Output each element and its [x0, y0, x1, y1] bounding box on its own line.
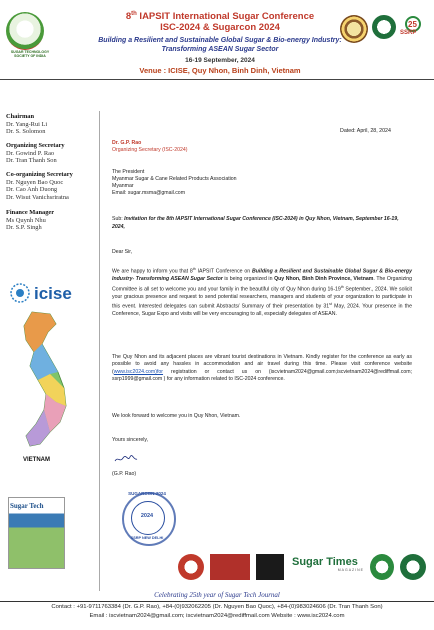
svg-text:25: 25: [408, 20, 417, 29]
signature: [114, 454, 138, 464]
chairman-name: Dr. S. Solomon: [6, 128, 46, 136]
footer-divider: [0, 601, 434, 602]
sponsor-logo-1: [178, 554, 204, 580]
stamp-year: 2024: [140, 513, 154, 519]
conference-theme: Building a Resilient and Sustainable Global Sugar & Bio-energy Industry: Transforming ASEAN Sugar Sector: [98, 37, 342, 53]
recipient-block: [112, 169, 412, 197]
partner-logo-2: [372, 15, 396, 39]
chairman-name: Dr. Yang-Rui Li: [6, 120, 48, 128]
icise-logo: [8, 278, 100, 308]
signer-name: (G.P. Rao): [112, 471, 137, 477]
paragraph-welcome: We look forward to welcome you in Quy Nhon, Vietnam.: [112, 413, 241, 419]
sidebar-divider: [99, 111, 100, 591]
conference-venue: Venue : ICISE, Quy Nhon, Binh Dinh, Vietnam: [139, 66, 301, 75]
org-secretary-block: [6, 142, 96, 165]
sponsor-logo-2: [210, 554, 250, 580]
partner-logo-1: [340, 15, 368, 43]
conference-title: 8th IAPSIT International Sugar Conference: [125, 11, 315, 23]
sponsor-logo-5: [370, 554, 394, 580]
recipient-line: Myanmar: [112, 183, 134, 189]
footer-contact: Contact : +91-9711763384 (Dr. G.P. Rao), +84-(0)932062205 (Dr. Nguyen Bao Quoc), +84-(0)983024606 (Dr. Tran Thanh Son): [51, 604, 383, 610]
recipient-line: The President: [112, 169, 145, 175]
sender-title: Organizing Secretary (ISC-2024): [112, 147, 188, 153]
svg-text:icise: icise: [34, 284, 72, 303]
org-secretary-name: Dr. Tran Thanh Son: [6, 157, 57, 165]
co-org-secretary-name: Dr. Wisut Vanichsriratna: [6, 193, 69, 201]
sponsor-logo-6: [400, 554, 426, 580]
ssrp-label: SSRP: [400, 30, 417, 36]
org-secretary-heading: Organizing Secretary: [6, 142, 65, 149]
stamp-top-text: SUGARCON-2024: [128, 491, 166, 496]
celebration-tagline: Celebrating 25th year of Sugar Tech Journal: [154, 591, 280, 599]
sender-name: Dr. G.P. Rao: [112, 140, 142, 146]
sugar-tech-journal-title: Sugar Tech: [10, 502, 44, 510]
closing: Yours sincerely,: [112, 437, 149, 443]
paragraph-registration: The Quy Nhon and its adjacent places are vibrant tourist destinations in Vietnam. Kindly register for the conference as early as possible to avoid any hassles in accommodation and air travel during this time. Please visit conference website (www.isc2024.com)for registration or contact us on (iscvietnam2024@gmail.com;iscvietnam2024@rediffmail.com; ssrp1999@gmail.com ) for any information related to ISC-2024 conference.: [112, 354, 412, 383]
salutation: Dear Sir,: [112, 249, 133, 255]
chairman-block: [6, 113, 96, 136]
subject-line: Sub: Invitation for the 8th IAPSIT International Sugar Conference (ISC-2024) in Quy Nhon, Vietnam, September 16-19, 2024,: [112, 216, 399, 230]
paragraph-intro: We are happy to inform you that 8th IAPSIT Conference on Building a Resilient and Sustainable Global Sugar & Bio-energy Industry- Transforming ASEAN Sugar Sector is being organized in Quy Nhon, Binh Dinh Province, Vietnam. The Organizing Committee is all set to welcome you and your family in the beautiful city of Quy Nhon during 16-19th September., 2024. We solicit your gracious presence and request to send potential researchers, managers and students of your organization to participate in this event. Interested delegates can submit Abstracts/ Summary of their presentation by 31st May, 2024. Your presence in the Conference, Sugar Expo and visits will be very encouraging to all, especially delegates of ASEAN.: [112, 267, 413, 318]
recipient-line: Myanmar Sugar & Cane Related Products Association: [112, 176, 237, 182]
chairman-heading: Chairman: [6, 113, 35, 120]
co-org-secretary-name: Dr. Nguyen Bao Quoc: [6, 178, 64, 186]
conference-subtitle: ISC-2024 & Sugarcon 2024: [160, 22, 280, 33]
conference-dates: 16-19 September, 2024: [185, 57, 255, 64]
letter-date: Dated: April, 28, 2024: [340, 128, 391, 134]
sugar-times-logo: Sugar Times MAGAZINE: [292, 556, 364, 572]
ssrp-logo: [399, 15, 427, 41]
finance-manager-block: [6, 209, 96, 232]
logo-left-caption: SUGAR TECHNOLOGY SOCIETY OF INDIA: [10, 50, 50, 58]
vietnam-map: [20, 310, 80, 450]
vietnam-label: VIETNAM: [23, 457, 50, 463]
co-org-secretary-block: [6, 171, 96, 201]
sugar-technology-society-logo: [6, 12, 44, 50]
finance-manager-name: Ms Quynh Nhu: [6, 216, 46, 224]
stamp-bottom-text: SSRP NEW DELHI: [130, 536, 164, 540]
co-org-secretary-heading: Co-organizing Secretary: [6, 171, 73, 178]
finance-manager-name: Dr. S.P. Singh: [6, 224, 42, 232]
sender-block: [112, 140, 412, 154]
org-secretary-name: Dr. Gowind P. Rao: [6, 149, 55, 157]
recipient-email: Email: sugar.msma@gmail.com: [112, 190, 186, 196]
co-org-secretary-name: Dr. Cao Anh Duong: [6, 186, 58, 194]
sponsor-logo-3: [256, 554, 284, 580]
conference-website-link[interactable]: www.isc2024.com)for: [113, 368, 164, 375]
footer-email: Email : iscvietnam2024@gmail.com; iscvietnam2024@rediffmail.com Website : www.isc2024.com: [89, 613, 345, 619]
finance-manager-heading: Finance Manager: [6, 209, 55, 216]
header-divider: [0, 79, 434, 80]
